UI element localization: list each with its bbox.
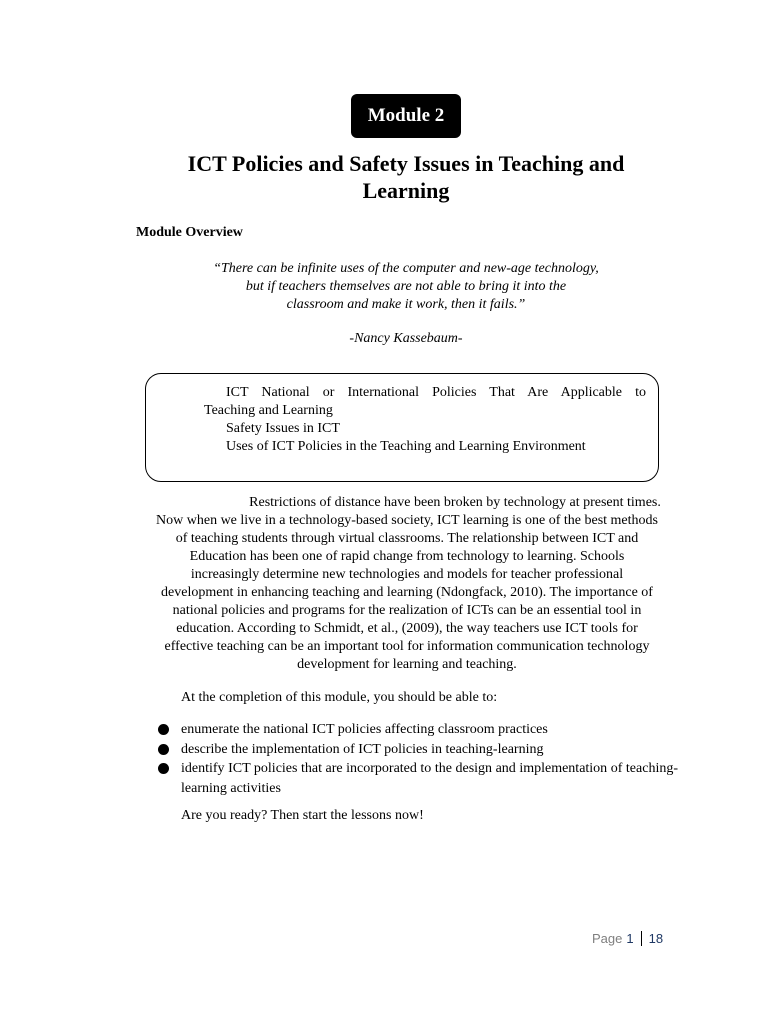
page-footer bbox=[592, 931, 663, 946]
intro-line: national policies and programs for the realization of ICTs can be an essential tool in bbox=[172, 603, 642, 618]
intro-line: effective teaching can be an important tool for information communication technology bbox=[164, 639, 650, 654]
topic-item-continued: Teaching and Learning bbox=[204, 403, 333, 418]
bullet-icon bbox=[158, 724, 169, 735]
objectives-list bbox=[158, 720, 678, 798]
intro-line: increasingly determine new technologies and models for teacher professional bbox=[190, 567, 624, 582]
bullet-icon bbox=[158, 763, 169, 774]
module-overview-heading: Module Overview bbox=[136, 225, 243, 240]
intro-line: development in enhancing teaching and learning (Ndongfack, 2010). The importance of bbox=[161, 585, 653, 600]
module-badge bbox=[351, 94, 461, 138]
title-line: ICT Policies and Safety Issues in Teaching and bbox=[187, 151, 625, 176]
topics-list bbox=[204, 384, 646, 456]
objective-item bbox=[158, 720, 678, 740]
intro-line: education. According to Schmidt, et al., (2009), the way teachers use ICT tools for bbox=[176, 621, 638, 636]
ready-prompt: Are you ready? Then start the lessons now! bbox=[181, 808, 424, 823]
intro-line: of teaching students through virtual classrooms. The relationship between ICT and bbox=[175, 531, 639, 546]
quote-line: but if teachers themselves are not able to bring it into the bbox=[245, 279, 567, 294]
module-label: Module 2 bbox=[367, 105, 445, 126]
objective-item bbox=[158, 740, 678, 760]
topic-item: Uses of ICT Policies in the Teaching and Learning Environment bbox=[226, 439, 586, 454]
topic-item: ICT National or International Policies That Are Applicable to bbox=[226, 385, 646, 400]
epigraph-quote bbox=[186, 260, 626, 314]
intro-line: Restrictions of distance have been broken by technology at present times. bbox=[249, 495, 661, 510]
total-pages: 18 bbox=[648, 931, 664, 946]
topic-item: Safety Issues in ICT bbox=[226, 421, 340, 436]
quote-line: classroom and make it work, then it fails.” bbox=[286, 297, 526, 312]
bullet-icon bbox=[158, 744, 169, 755]
intro-line: Education has been one of rapid change from technology to learning. Schools bbox=[189, 549, 625, 564]
page-title bbox=[136, 150, 676, 204]
quote-author: -Nancy Kassebaum- bbox=[349, 331, 463, 346]
current-page-number: 1 bbox=[626, 931, 634, 946]
completion-statement: At the completion of this module, you should be able to: bbox=[181, 690, 498, 705]
intro-line: development for learning and teaching. bbox=[297, 657, 517, 672]
page-word: Page bbox=[592, 931, 623, 946]
quote-line: “There can be infinite uses of the computer and new-age technology, bbox=[213, 261, 599, 276]
page-separator bbox=[641, 931, 642, 946]
objective-text: enumerate the national ICT policies affecting classroom practices bbox=[181, 722, 548, 737]
objective-text: identify ICT policies that are incorporated to the design and implementation of teaching-learning activities bbox=[181, 761, 678, 796]
intro-line: Now when we live in a technology-based society, ICT learning is one of the best methods bbox=[156, 513, 658, 528]
objective-text: describe the implementation of ICT policies in teaching-learning bbox=[181, 741, 544, 757]
objective-item bbox=[158, 759, 678, 798]
intro-paragraph bbox=[136, 494, 678, 674]
title-line: Learning bbox=[362, 178, 450, 203]
